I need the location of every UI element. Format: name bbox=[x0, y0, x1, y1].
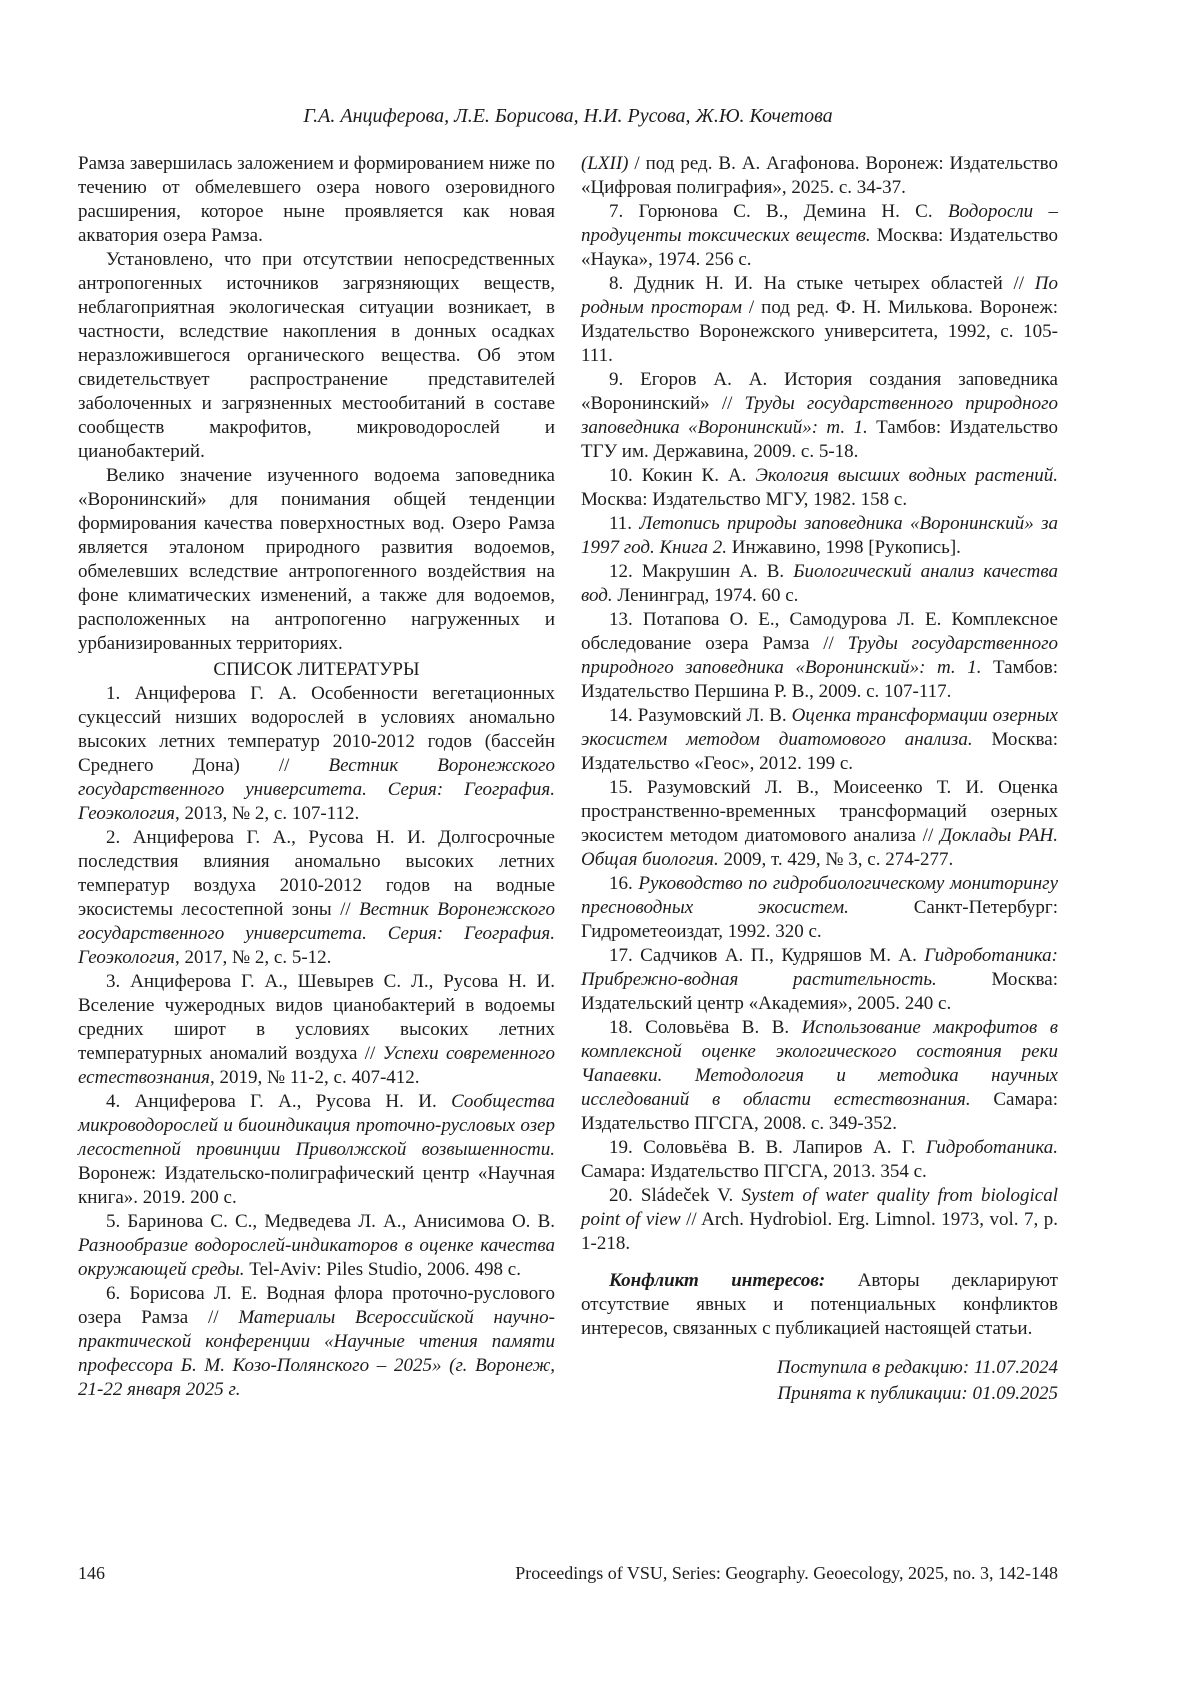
reference-item: 6. Борисова Л. Е. Водная флора проточно-руслового озера Рамза // Материалы Всероссийской научно-практической конференции «Научные чтения памяти профессора Б. М. Козо-Полянского – 2025» (г. Воронеж, 21-22 января 2025 г. bbox=[78, 1283, 555, 1400]
body-paragraph: Велико значение изученного водоема заповедника «Воронинский» для понимания общей тенденции формирования качества поверхностных вод. Озеро Рамза является эталоном природного развития водоемов, обмелевших вследствие антропогенного воздействия на фоне климатических изменений, а также для водоемов, расположенных на антропогенно нагруженных и урбанизированных территориях. bbox=[78, 465, 555, 654]
page-number: 146 bbox=[78, 1563, 105, 1583]
reference-item: 10. Кокин К. А. Экология высших водных растений. Москва: Издательство МГУ, 1982. 158 с. bbox=[581, 465, 1058, 510]
reference-item: 12. Макрушин А. В. Биологический анализ качества вод. Ленинград, 1974. 60 с. bbox=[581, 561, 1058, 606]
reference-item: 7. Горюнова С. В., Демина Н. С. Водоросли – продуценты токсических веществ. Москва: Издательство «Наука», 1974. 256 с. bbox=[581, 201, 1058, 270]
reference-item: 18. Соловьёва В. В. Использование макрофитов в комплексной оценке экологического состояния реки Чапаевки. Методология и методика научных исследований в области естествознания. Самара: Издательство ПГСГА, 2008. с. 349-352. bbox=[581, 1017, 1058, 1134]
body-paragraph: Установлено, что при отсутствии непосредственных антропогенных источников загрязняющих веществ, неблагоприятная экологическая ситуации возникает, в частности, вследствие накопления в донных осадках неразложившегося органического вещества. Об этом свидетельствует распространение представителей заболоченных и загрязненных местообитаний в составе сообществ макрофитов, микроводорослей и цианобактерий. bbox=[78, 249, 555, 462]
reference-item: 5. Баринова С. С., Медведева Л. А., Анисимова О. В. Разнообразие водорослей-индикаторов в оценке качества окружающей среды. Tel-Aviv: Piles Studio, 2006. 498 с. bbox=[78, 1211, 555, 1280]
reference-item: 1. Анциферова Г. А. Особенности вегетационных сукцессий низших водорослей в условиях аномально высоких летних температур 2010-2012 годов (бассейн Среднего Дона) // Вестник Воронежского государственного университета. Серия: География. Геоэкология, 2013, № 2, с. 107-112. bbox=[78, 683, 555, 824]
reference-item: 16. Руководство по гидробиологическому мониторингу пресноводных экосистем. Санкт-Петербург: Гидрометеоиздат, 1992. 320 с. bbox=[581, 873, 1059, 942]
reference-item: 3. Анциферова Г. А., Шевырев С. Л., Русова Н. И. Вселение чужеродных видов цианобактерий в водоемы средних широт в условиях высоких летних температурных аномалий воздуха // Успехи современного естествознания, 2019, № 11-2, с. 407-412. bbox=[78, 971, 555, 1088]
reference-item: 11. Летопись природы заповедника «Воронинский» за 1997 год. Книга 2. Инжавино, 1998 [Рукопись]. bbox=[581, 513, 1059, 558]
conflict-of-interest-note: Конфликт интересов: Авторы декларируют отсутствие явных и потенциальных конфликтов интересов, связанных с публикацией настоящей статьи. bbox=[581, 1270, 1058, 1339]
date-accepted: Принята к публикации: 01.09.2025 bbox=[777, 1383, 1058, 1404]
reference-item-continuation: (LXII) / под ред. В. А. Агафонова. Воронеж: Издательство «Цифровая полиграфия», 2025. с. 34-37. bbox=[581, 153, 1058, 198]
reference-item: 20. Sládeček V. System of water quality from biological point of view // Arch. Hydrobiol. Erg. Limnol. 1973, vol. 7, p. 1-218. bbox=[581, 1185, 1059, 1254]
date-received: Поступила в редакцию: 11.07.2024 bbox=[776, 1357, 1058, 1378]
column-left bbox=[78, 152, 555, 1407]
reference-item: 9. Егоров А. А. История создания заповедника «Воронинский» // Труды государственного природного заповедника «Воронинский»: т. 1. Тамбов: Издательство ТГУ им. Державина, 2009. с. 5-18. bbox=[581, 369, 1058, 462]
reference-item: 2. Анциферова Г. А., Русова Н. И. Долгосрочные последствия влияния аномально высоких летних температур воздуха 2010-2012 годов на водные экосистемы лесостепной зоны // Вестник Воронежского государственного университета. Серия: География. Геоэкология, 2017, № 2, с. 5-12. bbox=[78, 827, 555, 968]
journal-footer-line: Proceedings of VSU, Series: Geography. Geoecology, 2025, no. 3, 142-148 bbox=[515, 1563, 1058, 1583]
reference-item: 8. Дудник Н. И. На стыке четырех областей // По родным просторам / под ред. Ф. Н. Милькова. Воронеж: Издательство Воронежского университета, 1992, с. 105-111. bbox=[581, 273, 1058, 366]
references-heading: СПИСОК ЛИТЕРАТУРЫ bbox=[213, 659, 420, 680]
reference-item: 17. Садчиков А. П., Кудряшов М. А. Гидроботаника: Прибрежно-водная растительность. Москва: Издательский центр «Академия», 2005. 240 с. bbox=[581, 945, 1058, 1014]
dates-block bbox=[581, 1355, 1058, 1407]
page-footer bbox=[78, 1562, 1058, 1584]
body-paragraph: Рамза завершилась заложением и формированием ниже по течению от обмелевшего озера нового озеровидного расширения, которое ныне проявляется как новая акватория озера Рамза. bbox=[78, 153, 555, 246]
reference-item: 14. Разумовский Л. В. Оценка трансформации озерных экосистем методом диатомового анализа. Москва: Издательство «Геос», 2012. 199 с. bbox=[581, 705, 1058, 774]
reference-item: 13. Потапова О. Е., Самодурова Л. Е. Комплексное обследование озера Рамза // Труды государственного природного заповедника «Воронинский»: т. 1. Тамбов: Издательство Першина Р. В., 2009. с. 107-117. bbox=[581, 609, 1058, 702]
reference-item: 4. Анциферова Г. А., Русова Н. И. Сообщества микроводорослей и биоиндикация проточно-русловых озер лесостепной провинции Приволжской возвышенности. Воронеж: Издательско-полиграфический центр «Научная книга». 2019. 200 с. bbox=[78, 1091, 555, 1208]
column-right bbox=[581, 152, 1058, 1407]
page-content bbox=[78, 152, 1058, 1407]
reference-item: 15. Разумовский Л. В., Моисеенко Т. И. Оценка пространственно-временных трансформаций озерных экосистем методом диатомового анализа // Доклады РАН. Общая биология. 2009, т. 429, № 3, с. 274-277. bbox=[581, 777, 1058, 870]
authors-line: Г.А. Анциферова, Л.Е. Борисова, Н.И. Русова, Ж.Ю. Кочетова bbox=[303, 105, 833, 127]
reference-item: 19. Соловьёва В. В. Лапиров А. Г. Гидроботаника. Самара: Издательство ПГСГА, 2013. 354 с. bbox=[581, 1137, 1058, 1182]
